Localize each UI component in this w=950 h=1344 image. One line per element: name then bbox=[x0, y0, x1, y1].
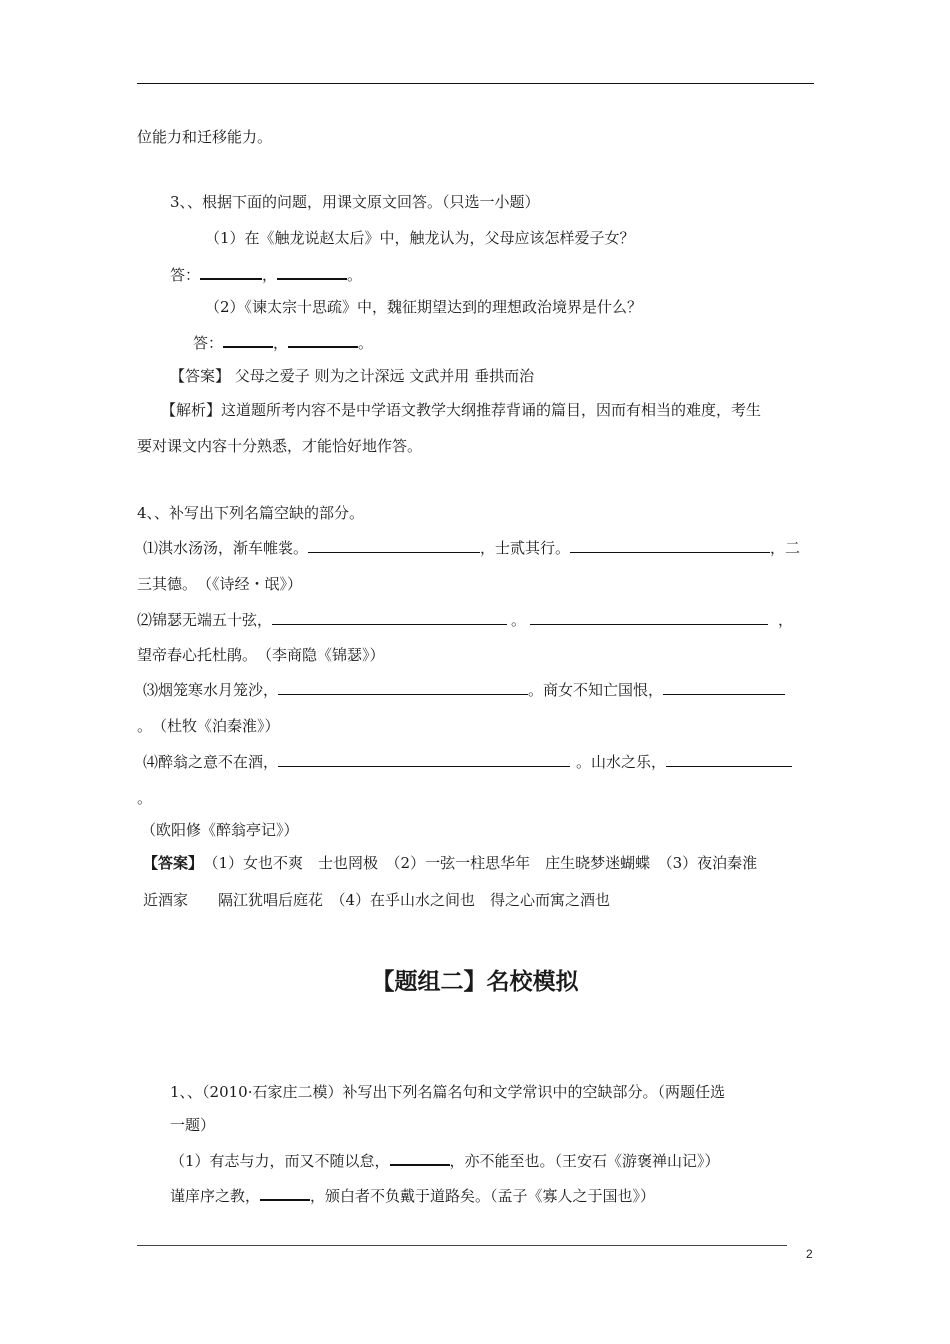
q4-p3-a: ⑶烟笼寒水月笼沙， bbox=[143, 681, 279, 699]
g2-q1-stem-2: 一题） bbox=[170, 1116, 216, 1134]
q3-blank-1b bbox=[277, 264, 347, 280]
continued-text: 位能力和迁移能力。 bbox=[137, 128, 273, 146]
q4-answer-label: 【答案】 bbox=[143, 854, 204, 872]
q4-p2-c: ， bbox=[778, 611, 794, 629]
q3-analysis-1: 【解析】这道题所考内容不是中学语文教学大纲推荐背诵的篇目，因而有相当的难度，考生 bbox=[161, 401, 762, 419]
q4-p2-a: ⑵锦瑟无端五十弦， bbox=[137, 611, 273, 629]
q4-answer-line1 bbox=[143, 853, 757, 873]
q4-blank-4b bbox=[666, 752, 792, 767]
q3-ans2-end: 。 bbox=[358, 334, 374, 352]
q4-blank-2a bbox=[272, 610, 507, 625]
q4-blank-3b bbox=[663, 680, 785, 695]
q3-stem: 3、、根据下面的问题，用课文原文回答。（只选一小题） bbox=[170, 193, 540, 211]
footer-rule bbox=[137, 1245, 787, 1246]
q4-item4-source: （欧阳修《醉翁亭记》） bbox=[141, 821, 299, 839]
q4-blank-3a bbox=[278, 680, 528, 695]
q3-answer1-line bbox=[170, 264, 362, 285]
q4-p1-a: ⑴淇水汤汤，渐车帷裳。 bbox=[143, 539, 309, 557]
q3-sub1: （1）在《触龙说赵太后》中，触龙认为，父母应该怎样爱子女？ bbox=[205, 229, 635, 247]
q3-blank-1a bbox=[200, 264, 262, 280]
q3-analysis-2: 要对课文内容十分熟悉，才能恰好地作答。 bbox=[137, 437, 423, 455]
q4-answer-line2: 近酒家 隔江犹唱后庭花 （4）在乎山水之间也 得之心而寓之酒也 bbox=[143, 891, 611, 909]
q4-item4-cont: 。 bbox=[137, 789, 153, 807]
q4-p1-c: ，二 bbox=[770, 539, 801, 557]
q3-answer: 【答案】 父母之爱子 则为之计深远 文武并用 垂拱而治 bbox=[170, 367, 535, 385]
q4-p4-b: 。山水之乐， bbox=[576, 753, 667, 771]
q3-ans1-end: 。 bbox=[347, 266, 363, 284]
q4-p2-b: 。 bbox=[511, 611, 527, 629]
q4-item1-cont: 三其德。 （《诗经・氓》） bbox=[137, 575, 303, 593]
q4-answer-1: （1）女也不爽 士也罔极 （2）一弦一柱思华年 庄生晓梦迷蝴蝶 （3）夜泊秦淮 bbox=[211, 854, 758, 872]
q4-blank-1b bbox=[570, 538, 770, 553]
q3-ans1-prefix: 答： bbox=[170, 266, 201, 284]
g2-sub1-b: ，亦不能至也。（王安石《游褒禅山记》） bbox=[449, 1152, 720, 1170]
section-heading: 【题组二】名校模拟 bbox=[371, 969, 579, 995]
q3-blank-2b bbox=[288, 332, 358, 348]
g2-q1-sub1 bbox=[170, 1150, 720, 1171]
g2-q1-sub2 bbox=[170, 1185, 655, 1206]
q4-p4-a: ⑷醉翁之意不在酒， bbox=[143, 753, 279, 771]
q4-item3-cont: 。 （杜牧《泊秦淮》） bbox=[137, 717, 280, 735]
page-number: 2 bbox=[806, 1247, 813, 1261]
q3-ans1-sep: ， bbox=[262, 266, 278, 284]
q4-p3-b: 。商女不知亡国恨， bbox=[528, 681, 664, 699]
q4-item2 bbox=[137, 610, 793, 630]
q4-blank-2b bbox=[530, 610, 768, 625]
q3-ans2-prefix: 答： bbox=[193, 334, 224, 352]
q4-item3 bbox=[143, 680, 785, 700]
g2-q1-stem-1: 1、、（2010·石家庄二模）补写出下列名篇名句和文学常识中的空缺部分。（两题任选 bbox=[170, 1083, 725, 1101]
g2-blank-2 bbox=[260, 1185, 310, 1201]
g2-sub1-a: （1）有志与力，而又不随以怠， bbox=[170, 1152, 390, 1170]
q4-item2-cont: 望帝春心托杜鹃。 （李商隐《锦瑟》） bbox=[137, 646, 385, 664]
q4-p1-b: ，士贰其行。 bbox=[480, 539, 571, 557]
q3-ans2-sep: ， bbox=[273, 334, 289, 352]
q4-item4 bbox=[143, 752, 792, 772]
g2-sub2-b: ，颁白者不负戴于道路矣。（孟子《寡人之于国也》） bbox=[310, 1187, 656, 1205]
q4-blank-1a bbox=[308, 538, 480, 553]
g2-sub2-a: 谨庠序之教， bbox=[170, 1187, 261, 1205]
q3-answer2-line bbox=[193, 332, 373, 353]
q4-item1 bbox=[143, 538, 800, 558]
q4-stem: 4、、补写出下列名篇空缺的部分。 bbox=[137, 504, 365, 522]
q3-sub2: （2）《谏太宗十思疏》中，魏征期望达到的理想政治境界是什么？ bbox=[205, 298, 643, 316]
q4-blank-4a bbox=[278, 752, 570, 767]
g2-blank-1 bbox=[390, 1150, 450, 1166]
q3-blank-2a bbox=[223, 332, 273, 348]
header-rule bbox=[137, 83, 814, 84]
